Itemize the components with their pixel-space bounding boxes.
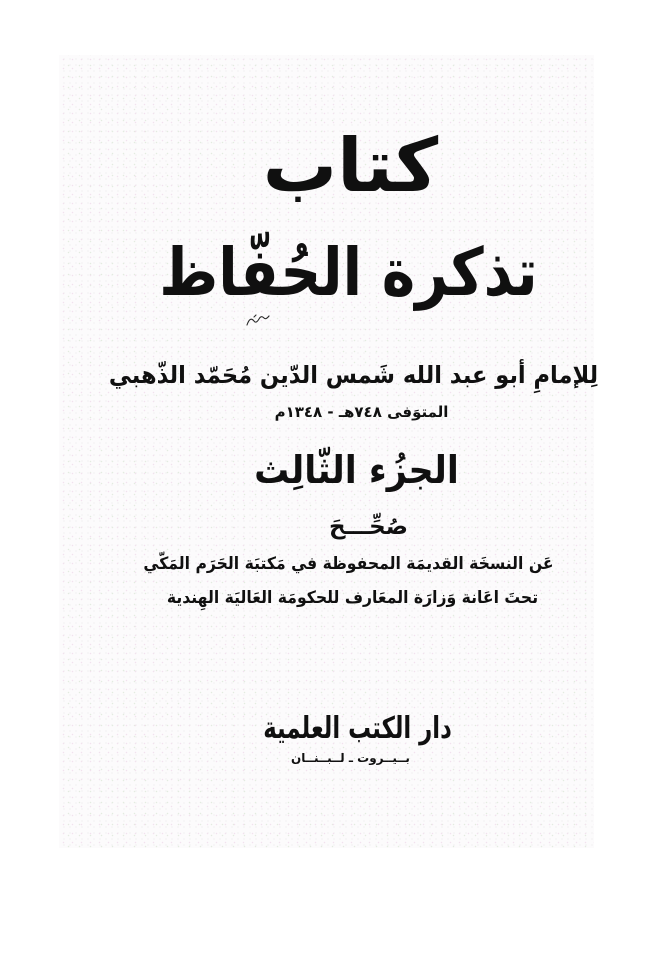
source-note-line1: عَن النسخَة القديمَة المحفوظة في مَكتبَة الحَرَم المَكّي	[143, 554, 554, 574]
source-note-line2: تحتَ اعَانة وَزارَة المعَارف للحكومَة العَاليَة الهِندية	[166, 588, 539, 608]
author-byline: لِلإمامِ أبو عبد الله شَمس الدّين مُحَمّد الذّهبي	[108, 361, 599, 389]
author-death-note: المتوَفى ٧٤٨هـ - ١٣٤٨م	[274, 403, 449, 421]
book-main-title: تذكرة الحُفّاظ	[159, 234, 538, 311]
calligrapher-signature-mark	[245, 313, 273, 329]
publisher-location: بــيــروت ـ لــبــنــان	[291, 751, 410, 765]
title-word-kitab: كتاب	[262, 123, 439, 209]
publisher-name: دار الكتب العلمية	[263, 711, 452, 746]
corrected-label: صُحِّـــحَ	[329, 514, 408, 540]
volume-part-label: الجزُء الثّالِث	[254, 448, 459, 492]
